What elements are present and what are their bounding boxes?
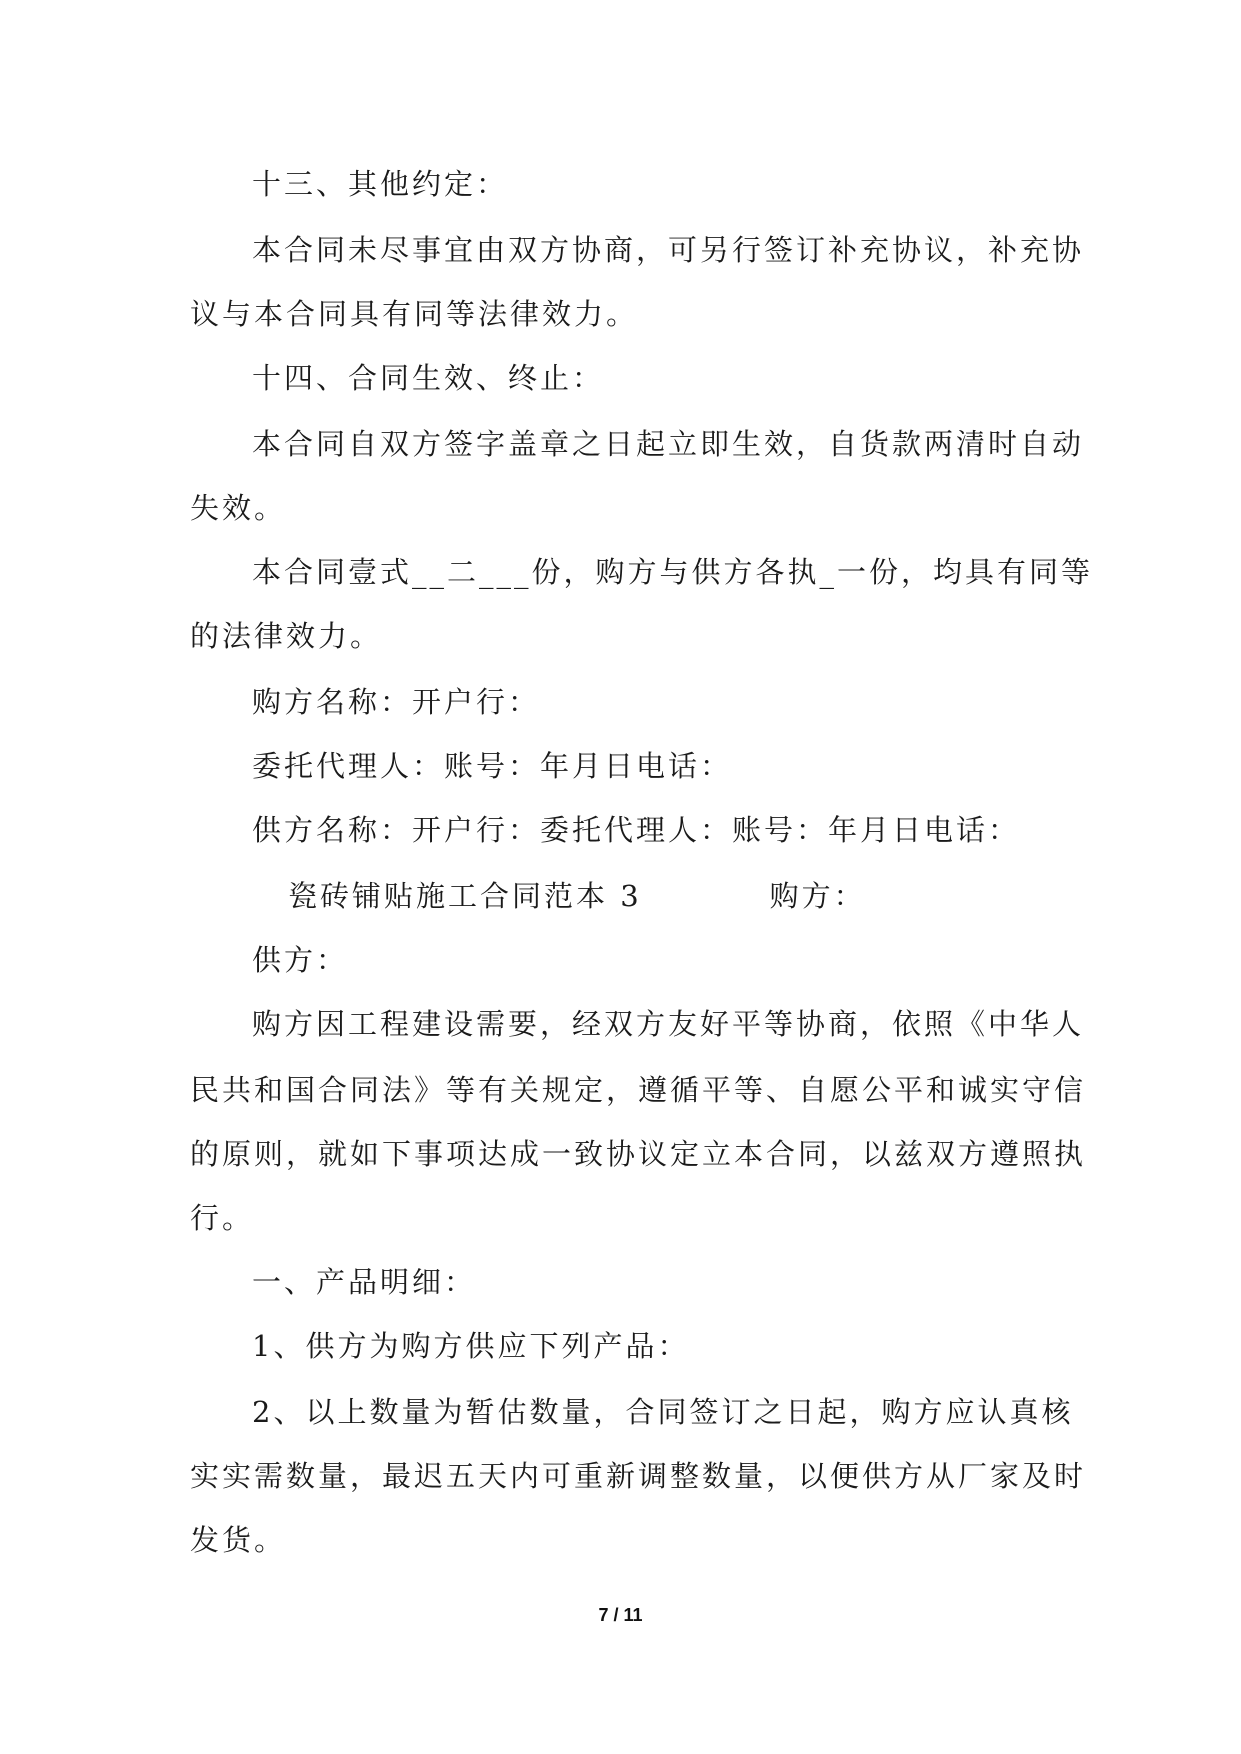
paragraph-line: 本合同壹式__二___份，购方与供方各执_一份，均具有同等 — [252, 555, 1094, 589]
agent-account-line: 委托代理人：账号：年月日电话： — [252, 749, 733, 783]
paragraph-line: 的原则，就如下事项达成一致协议定立本合同，以兹双方遵照执 — [190, 1137, 1087, 1171]
paragraph-line: 本合同未尽事宜由双方协商，可另行签订补充协议，补充协 — [252, 233, 1085, 267]
buyer-name-line: 购方名称：开户行： — [252, 685, 541, 719]
list-item: 1、供方为购方供应下列产品： — [252, 1329, 690, 1363]
paragraph-line: 失效。 — [190, 491, 287, 525]
paragraph-line: 议与本合同具有同等法律效力。 — [190, 297, 639, 331]
paragraph-line: 的法律效力。 — [190, 619, 383, 653]
list-item: 2、以上数量为暂估数量，合同签订之日起，购方应认真核 — [252, 1395, 1074, 1429]
paragraph-line: 购方因工程建设需要，经双方友好平等协商，依照《中华人 — [252, 1007, 1085, 1041]
paragraph-line: 本合同自双方签字盖章之日起立即生效，自货款两清时自动 — [252, 427, 1085, 461]
paragraph-line: 发货。 — [190, 1523, 287, 1557]
section-heading-other-agreements: 十三、其他约定： — [252, 167, 509, 201]
section-heading-effect-termination: 十四、合同生效、终止： — [252, 361, 605, 395]
page-number: 7 / 11 — [598, 1605, 643, 1625]
paragraph-line: 行。 — [190, 1201, 255, 1235]
contract-title-line — [288, 879, 866, 913]
paragraph-line: 实实需数量，最迟五天内可重新调整数量，以便供方从厂家及时 — [190, 1459, 1087, 1493]
contract-title: 瓷砖铺贴施工合同范本 3 — [288, 879, 642, 913]
supplier-label: 供方： — [252, 943, 349, 977]
buyer-label: 购方： — [769, 879, 866, 913]
paragraph-line: 民共和国合同法》等有关规定，遵循平等、自愿公平和诚实守信 — [190, 1073, 1087, 1107]
section-heading-product-details: 一、产品明细： — [252, 1265, 477, 1299]
supplier-info-line: 供方名称：开户行：委托代理人：账号：年月日电话： — [252, 813, 1021, 847]
